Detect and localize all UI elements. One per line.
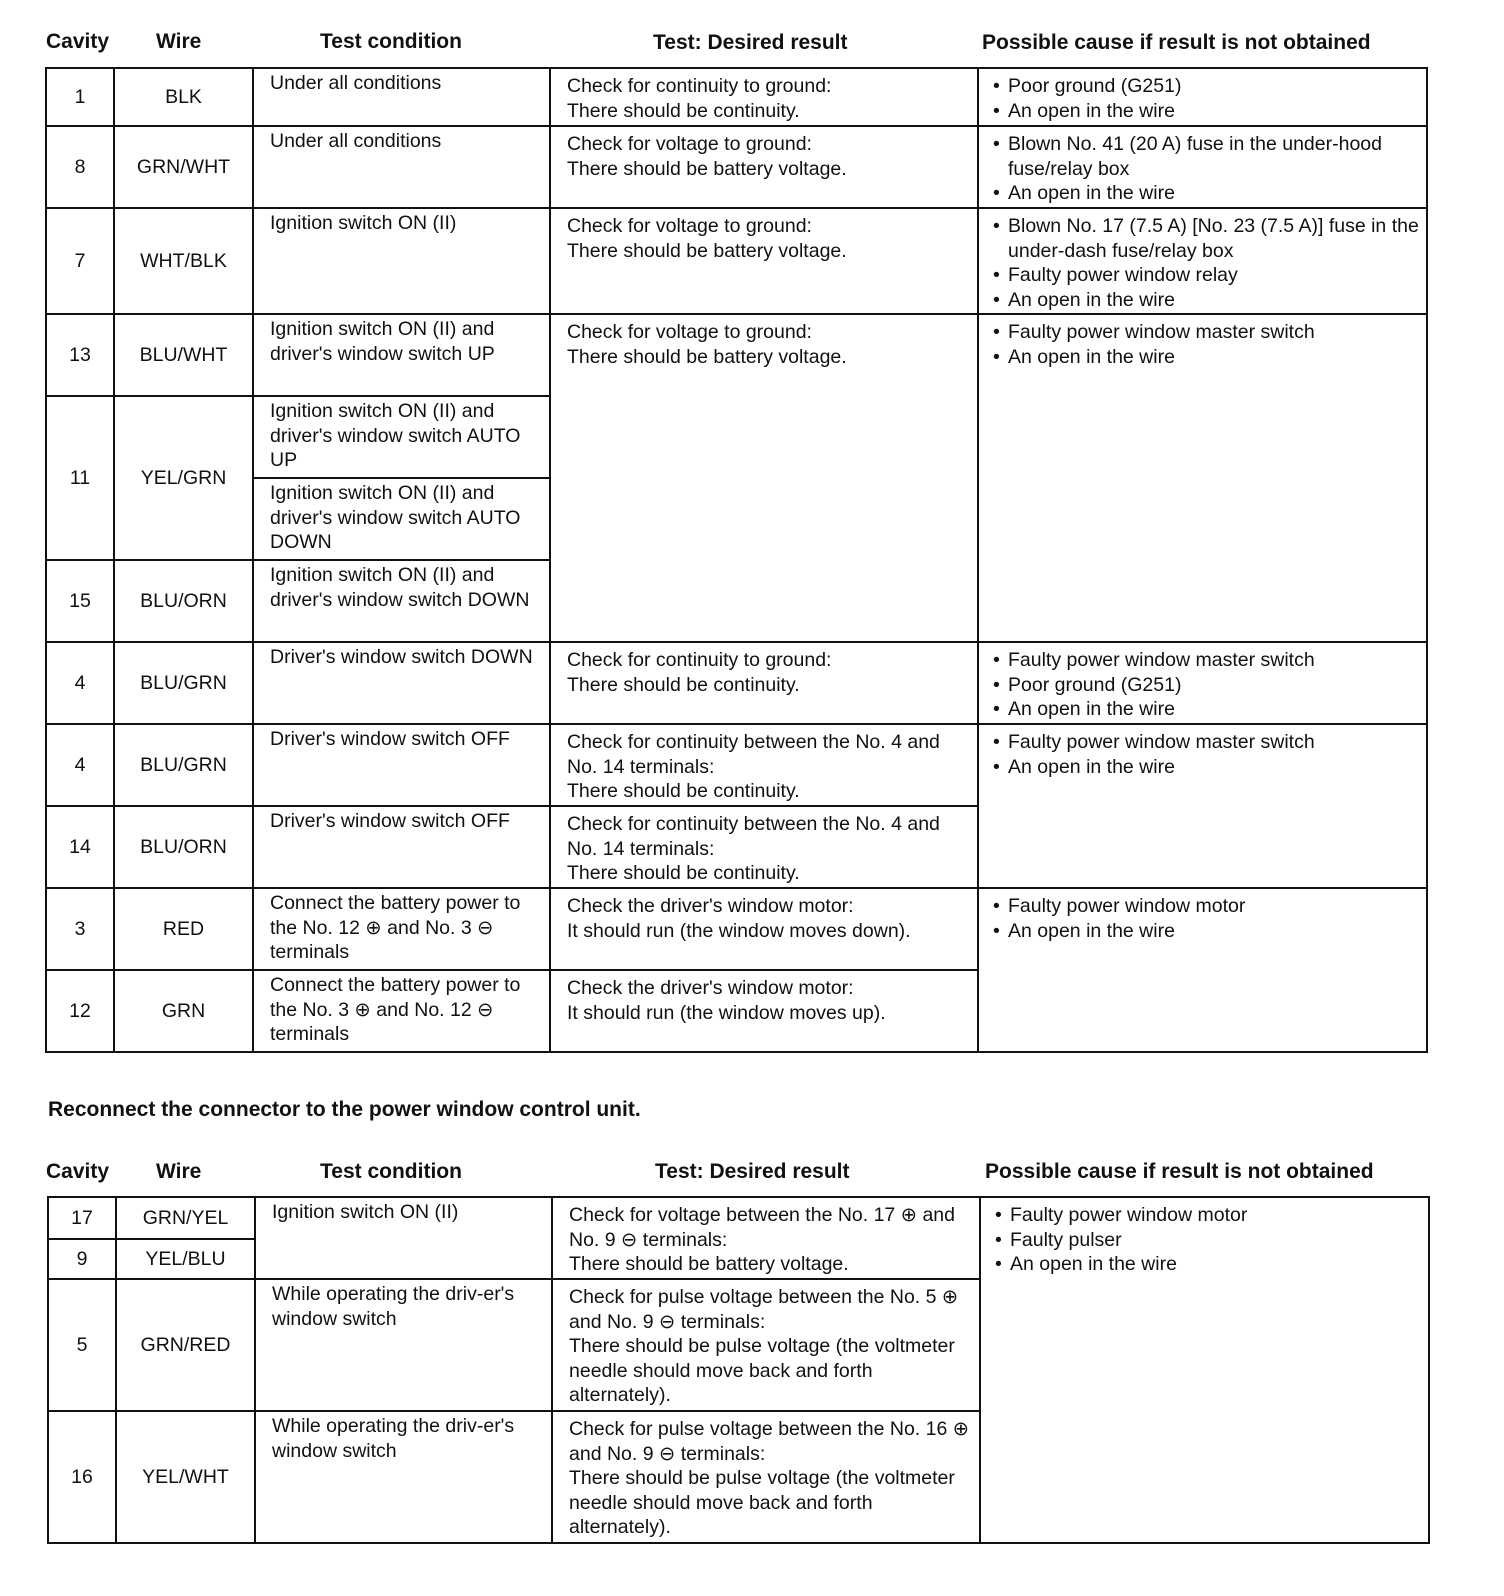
wire-cell: RED — [114, 888, 253, 970]
wire-cell: WHT/BLK — [114, 208, 253, 314]
condition-cell: While operating the driv-er's window switch — [255, 1411, 552, 1543]
cavity-cell: 12 — [46, 970, 114, 1052]
wire-cell: GRN/WHT — [114, 126, 253, 208]
wire-cell: BLK — [114, 68, 253, 126]
wire-cell: BLU/GRN — [114, 642, 253, 724]
wire-cell: BLU/WHT — [114, 314, 253, 396]
condition-cell: Under all conditions — [253, 126, 550, 208]
cavity-cell: 14 — [46, 806, 114, 888]
cavity-cell: 7 — [46, 208, 114, 314]
cavity-cell: 8 — [46, 126, 114, 208]
table-row — [46, 888, 1427, 970]
condition-cell: Driver's window switch OFF — [253, 724, 550, 806]
cause-item: • An open in the wire — [993, 1252, 1424, 1277]
cause-item: • An open in the wire — [991, 755, 1422, 780]
header-cavity: Cavity — [46, 30, 110, 53]
cavity-cell: 4 — [46, 642, 114, 724]
cause-item: • An open in the wire — [991, 919, 1422, 944]
wire-cell: GRN — [114, 970, 253, 1052]
cause-item: • Faulty pulser — [993, 1228, 1424, 1253]
condition-cell: Driver's window switch DOWN — [253, 642, 550, 724]
test-table-1 — [45, 67, 1428, 1053]
result-cell: Check for continuity to ground: There should be continuity. — [550, 68, 978, 126]
cause-item: • Faulty power window master switch — [991, 730, 1422, 755]
condition-cell: Ignition switch ON (II) and driver's window switch DOWN — [253, 560, 550, 642]
header-cavity: Cavity — [46, 1160, 110, 1183]
header-desired-result: Test: Desired result — [655, 1160, 850, 1183]
table-row — [46, 208, 1427, 314]
cavity-cell: 13 — [46, 314, 114, 396]
table-row — [46, 126, 1427, 208]
cause-cell — [978, 126, 1427, 208]
cavity-cell: 17 — [48, 1197, 116, 1239]
result-cell: Check for voltage between the No. 17 ⊕ and No. 9 ⊖ terminals: There should be battery voltage. — [552, 1197, 980, 1279]
cause-item: • Poor ground (G251) — [991, 74, 1422, 99]
result-cell: Check for pulse voltage between the No. 5 ⊕ and No. 9 ⊖ terminals: There should be pulse voltage (the voltmeter needle should move back and forth alternately). — [552, 1279, 980, 1411]
wire-cell: BLU/ORN — [114, 560, 253, 642]
result-cell: Check for continuity to ground: There should be continuity. — [550, 642, 978, 724]
condition-cell: While operating the driv-er's window switch — [255, 1279, 552, 1411]
cavity-cell: 16 — [48, 1411, 116, 1543]
condition-cell: Connect the battery power to the No. 3 ⊕ and No. 12 ⊖ terminals — [253, 970, 550, 1052]
cavity-cell: 1 — [46, 68, 114, 126]
header-wire: Wire — [156, 1160, 202, 1183]
header-test-condition: Test condition — [320, 1160, 462, 1183]
table-row — [46, 314, 1427, 396]
condition-cell: Ignition switch ON (II) and driver's window switch UP — [253, 314, 550, 396]
test-table-2 — [47, 1196, 1430, 1544]
cause-cell — [978, 314, 1427, 642]
header-test-condition: Test condition — [320, 30, 462, 53]
header-desired-result: Test: Desired result — [653, 31, 848, 54]
result-cell: Check the driver's window motor: It should run (the window moves up). — [550, 970, 978, 1052]
cavity-cell: 4 — [46, 724, 114, 806]
table-row — [46, 642, 1427, 724]
wire-cell: YEL/BLU — [116, 1239, 255, 1279]
condition-cell: Under all conditions — [253, 68, 550, 126]
cause-item: • Poor ground (G251) — [991, 673, 1422, 698]
result-cell: Check the driver's window motor: It should run (the window moves down). — [550, 888, 978, 970]
header-wire: Wire — [156, 30, 202, 53]
cause-cell — [978, 208, 1427, 314]
cavity-cell: 11 — [46, 396, 114, 560]
cause-cell — [978, 642, 1427, 724]
cavity-cell: 15 — [46, 560, 114, 642]
result-cell: Check for voltage to ground: There should be battery voltage. — [550, 314, 978, 642]
result-cell: Check for voltage to ground: There should be battery voltage. — [550, 208, 978, 314]
condition-cell: Ignition switch ON (II) — [255, 1197, 552, 1279]
wire-cell: GRN/RED — [116, 1279, 255, 1411]
condition-cell: Ignition switch ON (II) and driver's window switch AUTO UP — [253, 396, 550, 478]
header-possible-cause: Possible cause if result is not obtained — [982, 31, 1371, 54]
condition-cell: Ignition switch ON (II) and driver's window switch AUTO DOWN — [253, 478, 550, 560]
condition-cell: Connect the battery power to the No. 12 ⊕ and No. 3 ⊖ terminals — [253, 888, 550, 970]
cause-cell — [978, 68, 1427, 126]
cavity-cell: 9 — [48, 1239, 116, 1279]
cause-item: • Blown No. 41 (20 A) fuse in the under-hood fuse/relay box — [991, 132, 1422, 181]
cause-item: • An open in the wire — [991, 345, 1422, 370]
table-row — [46, 724, 1427, 806]
result-cell: Check for continuity between the No. 4 and No. 14 terminals: There should be continuity. — [550, 724, 978, 806]
reconnect-instruction: Reconnect the connector to the power window control unit. — [48, 1098, 641, 1121]
cause-cell — [978, 888, 1427, 1052]
cause-item: • Faulty power window master switch — [991, 320, 1422, 345]
wire-cell: GRN/YEL — [116, 1197, 255, 1239]
table-row — [46, 68, 1427, 126]
wire-cell: BLU/ORN — [114, 806, 253, 888]
cause-item: • Faulty power window master switch — [991, 648, 1422, 673]
cavity-cell: 5 — [48, 1279, 116, 1411]
cause-item: • Faulty power window motor — [993, 1203, 1424, 1228]
table-row — [48, 1197, 1429, 1239]
condition-cell: Ignition switch ON (II) — [253, 208, 550, 314]
cause-cell — [980, 1197, 1429, 1543]
cause-item: • An open in the wire — [991, 288, 1422, 313]
cause-item: • An open in the wire — [991, 697, 1422, 722]
cause-item: • Blown No. 17 (7.5 A) [No. 23 (7.5 A)] fuse in the under-dash fuse/relay box — [991, 214, 1422, 263]
cause-cell — [978, 724, 1427, 888]
wire-cell: BLU/GRN — [114, 724, 253, 806]
result-cell: Check for voltage to ground: There should be battery voltage. — [550, 126, 978, 208]
header-possible-cause: Possible cause if result is not obtained — [985, 1160, 1374, 1183]
cause-item: • An open in the wire — [991, 99, 1422, 124]
cause-item: • Faulty power window relay — [991, 263, 1422, 288]
result-cell: Check for continuity between the No. 4 and No. 14 terminals: There should be continuity. — [550, 806, 978, 888]
cause-item: • Faulty power window motor — [991, 894, 1422, 919]
cavity-cell: 3 — [46, 888, 114, 970]
condition-cell: Driver's window switch OFF — [253, 806, 550, 888]
wire-cell: YEL/WHT — [116, 1411, 255, 1543]
wire-cell: YEL/GRN — [114, 396, 253, 560]
cause-item: • An open in the wire — [991, 181, 1422, 206]
result-cell: Check for pulse voltage between the No. 16 ⊕ and No. 9 ⊖ terminals: There should be pulse voltage (the voltmeter needle should move back and forth alternately). — [552, 1411, 980, 1543]
